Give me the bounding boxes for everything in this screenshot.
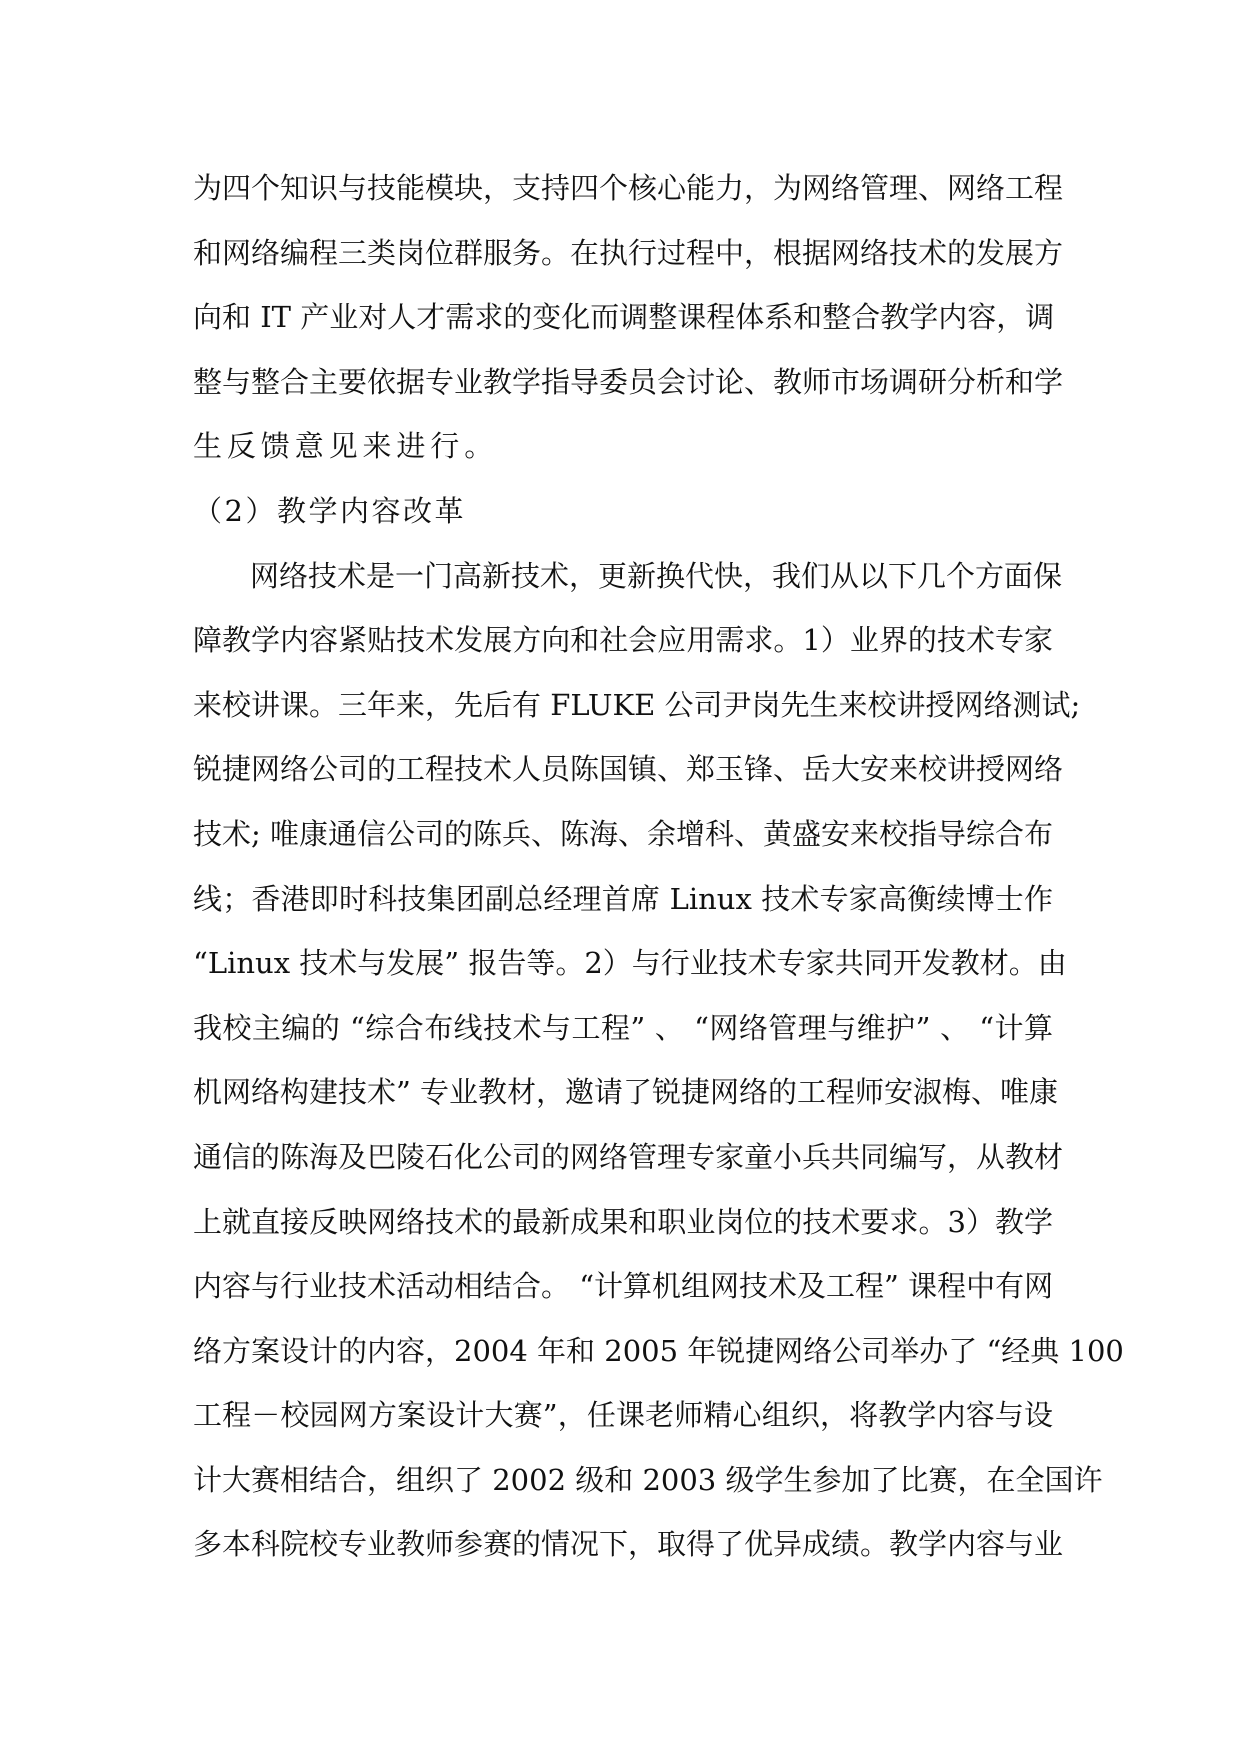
text-line-7: 网络技术是一门高新技术，更新换代快，我们从以下几个方面保: [250, 558, 1063, 593]
text-line-3: 向和 IT 产业对人才需求的变化而调整课程体系和整合教学内容，调: [193, 300, 1055, 335]
text-line-20: 工程－校园网方案设计大赛”，任课老师精心组织，将教学内容与设: [193, 1398, 1053, 1433]
body-text: [193, 156, 1124, 1577]
text-line-12: 线；香港即时科技集团副总经理首席 Linux 技术专家高衡续博士作: [193, 881, 1053, 916]
section-heading: （2）教学内容改革: [193, 493, 466, 528]
text-line-10: 锐捷网络公司的工程技术人员陈国镇、郑玉锋、岳大安来校讲授网络: [193, 752, 1064, 787]
text-line-15: 机网络构建技术” 专业教材，邀请了锐捷网络的工程师安淑梅、唯康: [193, 1075, 1059, 1110]
text-line-21: 计大赛相结合，组织了 2002 级和 2003 级学生参加了比赛，在全国许: [193, 1462, 1103, 1497]
text-line-11: 技术; 唯康通信公司的陈兵、陈海、余增科、黄盛安来校指导综合布: [193, 816, 1053, 851]
text-line-19: 络方案设计的内容，2004 年和 2005 年锐捷网络公司举办了 “经典 100: [193, 1333, 1124, 1368]
text-line-17: 上就直接反映网络技术的最新成果和职业岗位的技术要求。3）教学: [193, 1204, 1053, 1239]
text-line-13: “Linux 技术与发展” 报告等。2）与行业技术专家共同开发教材。由: [193, 946, 1067, 981]
text-line-14: 我校主编的 “综合布线技术与工程” 、 “网络管理与维护” 、 “计算: [193, 1010, 1053, 1045]
text-line-22: 多本科院校专业教师参赛的情况下，取得了优异成绩。教学内容与业: [193, 1527, 1064, 1562]
text-line-16: 通信的陈海及巴陵石化公司的网络管理专家童小兵共同编写，从教材: [193, 1139, 1064, 1174]
text-line-9: 来校讲课。三年来，先后有 FLUKE 公司尹岗先生来校讲授网络测试;: [193, 687, 1081, 722]
text-line-4: 整与整合主要依据专业教学指导委员会讨论、教师市场调研分析和学: [193, 364, 1064, 399]
text-line-18: 内容与行业技术活动相结合。 “计算机组网技术及工程” 课程中有网: [193, 1269, 1054, 1304]
text-line-1: 为四个知识与技能模块，支持四个核心能力，为网络管理、网络工程: [193, 171, 1064, 205]
text-line-8: 障教学内容紧贴技术发展方向和社会应用需求。1）业界的技术专家: [193, 623, 1053, 658]
text-line-2: 和网络编程三类岗位群服务。在执行过程中，根据网络技术的发展方: [193, 235, 1064, 270]
text-line-5: 生反馈意见来进行。: [193, 429, 499, 464]
